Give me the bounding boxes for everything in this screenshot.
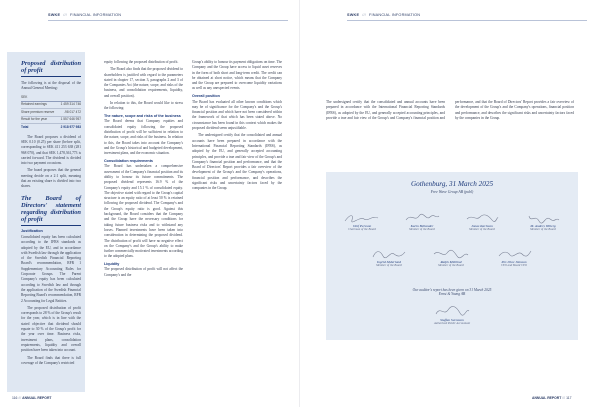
table-row: Result for the year 1 557 646 957 — [21, 116, 81, 123]
right-certification-paragraph: The undersigned certify that the consolidated and annual accounts have been prepared in accordance with the International Financial Reporting Standards (IFRS), as adopted by the EU, and generally accepted accounting principles, and provide a true and fair view of the Group's and Company's financial position and performance, and that the Board of Directors' Report provides a fair overview of the development of the Group's and the Company's operations, financial position and performance, and describes the significant risks and uncertainty factors faced by the companies in the Group. — [326, 100, 574, 120]
left-footer-label: ANNUAL REPORT — [22, 396, 52, 400]
left-column-1 — [21, 60, 81, 368]
signature-4: M. Anders Wiberg Member of the Board — [514, 212, 572, 232]
liquidity-heading: Liquidity — [104, 261, 120, 266]
proposal-paragraph-2: The board proposes that the general meeting decide on a 2:1 split, meaning that an existing share is divided into two shares. — [21, 168, 81, 189]
right-footer-label: ANNUAL REPORT — [532, 396, 562, 400]
justification-paragraph-2: The proposed distribution of profit corresponds to 28 % of the Group's result for the year, which is in line with the stated objective that dividend should equate to 30 % of the Group's profit for the year over time. Business risks, investment plans, consolidation requirements, liquidity and overall position have been taken into account. — [21, 305, 81, 353]
right-certification-text — [326, 100, 574, 122]
right-brand: SWKE — [347, 13, 360, 17]
consolidation-paragraph: The Board has undertaken a comprehensive assessment of the Company's financial position and its ability to honour its future commitments. The proposed dividend represents 16.9 % of the Company's equity and 15.1 % of consolidated equity. The objective stated with regard to the Group's capital structure is an equity ratio of at least 50 % is retained following the proposed dividend. The Company's and the Group's equity ratio is good. Against this background, the Board considers that the Company and the Group have the necessary conditions for taking future business risks and to withstand any losses. Planned investments have been taken into consideration in determining the proposed dividend. The distribution of profit will have no negative effect on the Company's and the Group's ability to make further commercially motivated investments according to the adopted plans. — [104, 164, 183, 259]
proposal-intro: The following is at the disposal of the Annual General Meeting: — [21, 80, 81, 90]
justification-paragraph-3: The Board finds that there is full coverage of the Company's restricted — [21, 355, 81, 365]
signature-7: Per-Olov Jönsson CEO and Board CEO — [484, 248, 544, 268]
proposal-title-rule — [21, 76, 81, 77]
table-row: Retained earnings 1 459 314 746 — [21, 101, 81, 108]
left-column-3 — [192, 60, 282, 194]
right-running-header: SWKE /// FINANCIAL INFORMATION — [347, 13, 421, 17]
overall-position-paragraph: The Board has evaluated all other known conditions which may be of significance for the Company's and the Group's financial position and which have not been considered within the framework of that which has been stated above. No circumstance has been found in this context which makes the proposed dividend seem unjustifiable. — [192, 99, 282, 131]
liquidity-paragraph: The proposed distribution of profit will not affect the Company's and the — [104, 267, 183, 277]
signature-city-date: Gothenburg, 31 March 2025 — [410, 180, 494, 188]
justification-heading: Justification — [21, 229, 43, 234]
left-page-number: 116 — [12, 396, 18, 400]
signature-block — [326, 172, 578, 340]
proposal-title: Proposed distribution of profit — [21, 60, 81, 74]
handwritten-signature-3 — [462, 212, 502, 224]
handwritten-signature-5 — [369, 248, 409, 260]
auditor-signature: Staffan Svensson Authorised Public Accountant — [422, 304, 482, 326]
left-brand: SWKE — [48, 13, 61, 17]
statement-title-rule — [21, 225, 81, 226]
handwritten-signature-2 — [402, 212, 442, 224]
left-footer: 116 /// ANNUAL REPORT — [12, 396, 52, 400]
col2-paragraph-2: The Board also finds that the proposed dividend to shareholders is justified with regard to the parameters stated in chapter 17, section 3, paragraphs 2 and 3 of the Companies Act (the nature, scope, and risks of the business, and consolidation requirements, liquidity, and overall position). — [104, 67, 183, 98]
certification-paragraph: The undersigned certify that the consolidated and annual accounts have been prepared in accordance with the International Financial Reporting Standards (IFRS), as adopted by the EU, and generally accepted accounting principles, and provide a true and fair view of the Group's and Company's financial position and performance, and that the Board of Directors' Report provides a fair overview of the development of the Group's and the Company's operations, financial position and performance, and describes the significant risks and uncertainty factors faced by the companies in the Group. — [192, 133, 282, 191]
col2-paragraph-3: In relation to this, the Board would like to stress the following: — [104, 101, 183, 111]
signature-2: Karin Bellander Member of the Board — [394, 212, 450, 232]
auditor-note-line-2: Ernst & Young AB — [438, 292, 466, 297]
proposal-paragraph-1: The Board proposes a dividend of SEK 0.10 (0.25) per share (before split, corresponding to SEK 411 253 638 (281 968 070), and that SEK 1,478,361,773 is carried forward. The dividend is divided into two payment occasions. — [21, 134, 81, 166]
nature-heading: The nature, scope and risks of the business — [104, 113, 181, 118]
nature-paragraph: The Board deems that Company equities and consolidated equity following the proposed distribution of profit will be sufficient in relation to the nature, scope, and risks of the business. In relation to this, the Board takes into account the Company's and the Group's historical and budgeted development, investment plans, and the economic situation. — [104, 119, 183, 156]
consolidation-heading: Consolidation requirements — [104, 158, 153, 163]
auditor-note-line-1: Our auditor's report has been given on 31 March 2025 — [412, 288, 492, 292]
signature-5: Ingrid Söderlund Member of the Board — [360, 248, 418, 268]
profit-table — [21, 94, 81, 130]
left-column-2 — [104, 60, 183, 280]
justification-paragraph-1: Consolidated equity has been calculated according to the IFRS standards as adopted by the EU, and in accordance with Swedish law through the application of the Swedish Financial Reporting Board's recommendation, RFR 1 Supplementary Accounting Rules for Corporate Groups. The Parent Company's equity has been calculated according to Swedish law and through the application of the Swedish Financial Reporting Board's recommendation, RFR 2 Accounting for Legal Entities. — [21, 234, 81, 303]
handwritten-signature-auditor — [432, 304, 472, 318]
left-header-rule — [48, 20, 288, 21]
right-page-number: 117 — [566, 396, 572, 400]
profit-table-head: SEK — [21, 94, 58, 101]
table-row: Share premium reserve -98 017 472 — [21, 109, 81, 116]
col3-paragraph-1: Group's ability to honour its payment obligations on time. The Company and the Group have access to liquid asset reserves in the form of both short and long-term credit. The credit can be obtained at short notice, which means that the Company and the Group are prepared to overcome liquidity variations as well as any unexpected events. — [192, 60, 282, 91]
table-total-row: Total 2 918 977 983 — [21, 124, 81, 129]
overall-position-heading: Overall position — [192, 93, 220, 98]
handwritten-signature-1 — [342, 212, 382, 224]
left-section: FINANCIAL INFORMATION — [69, 13, 122, 17]
signature-3: Jonas Karlsson Member of the Board — [454, 212, 510, 232]
signature-6: Ralph Mühlind Member of the Board — [422, 248, 480, 268]
col2-paragraph-1: equity following the proposed distribution of profit. — [104, 60, 179, 64]
right-header-rule — [347, 20, 587, 21]
handwritten-signature-4 — [523, 212, 563, 224]
auditor-note — [326, 288, 578, 297]
handwritten-signature-7 — [494, 248, 534, 260]
signature-1: Olof Persson Chairman of the Board — [334, 212, 390, 232]
handwritten-signature-6 — [431, 248, 471, 260]
left-running-header: SWKE /// FINANCIAL INFORMATION — [48, 13, 122, 17]
signature-company: Free Wave Group AB (publ) — [430, 190, 474, 194]
statement-title: The Board of Directors' statement regarding distribution of profit — [21, 194, 81, 223]
right-footer: ANNUAL REPORT /// 117 — [532, 396, 572, 400]
right-section: FINANCIAL INFORMATION — [368, 13, 421, 17]
